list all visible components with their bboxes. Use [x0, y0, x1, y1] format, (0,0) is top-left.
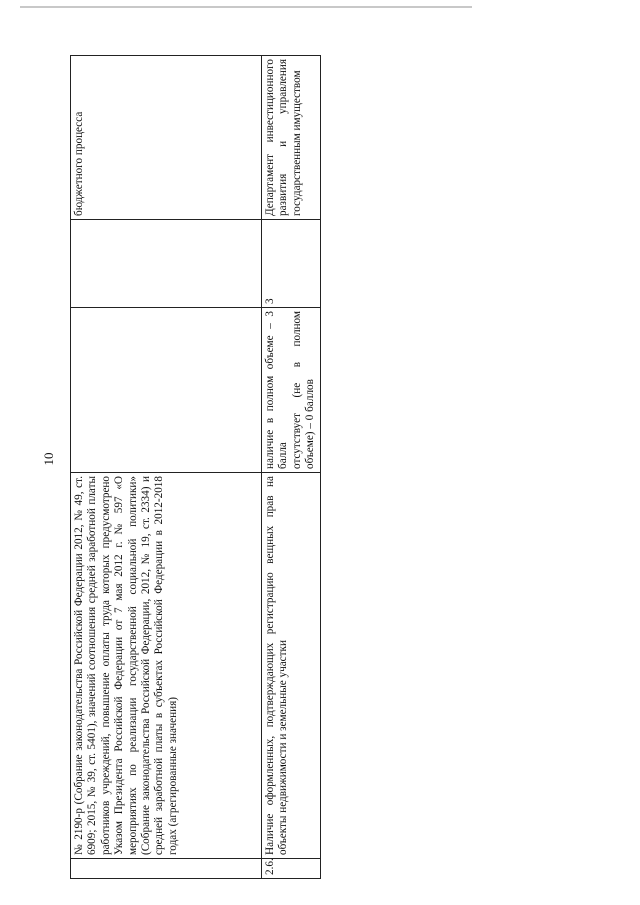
criteria-text: наличие в полном объеме – 3 балла отсутствует (не в полном объеме) – 0 баллов [262, 308, 321, 473]
indicator-text: Наличие оформленных, подтверждающих регистрацию вещных прав на объекты недвижимости и земельные участки [262, 473, 321, 859]
criteria-text [71, 308, 262, 473]
criteria-table [70, 55, 321, 879]
responsible-text: бюджетного процесса [71, 56, 262, 220]
responsible-text: Департамент инвестиционного развития и управления государственным имуществом [262, 56, 321, 220]
page-number: 10 [41, 452, 56, 466]
max-points: 3 [262, 220, 321, 308]
row-number: 2.6. [262, 859, 321, 879]
row-number [71, 859, 262, 879]
indicator-text: № 2190-р (Собрание законодательства Российской Федерации 2012, № 49, ст. 6909; 2015, № 39, ст. 5401), значений соотношения средней заработной платы работников учреждений, повышение оплаты труда которых предусмотрено Указом Президента Российской Федерации от 7 мая 2012 г. № 597 «О мероприятиях по реализации государственной социальной политики» (Собрание законодательства Российской Федерации, 2012, № 19, ст. 2334) и средней заработной платы в субъектах Российской Федерации в 2012-2018 годах (агрегированные значения) [71, 473, 262, 859]
table-row [262, 56, 321, 879]
scan-top-edge [20, 6, 472, 8]
max-points [71, 220, 262, 308]
table-row [71, 56, 262, 879]
rotated-table-wrapper [70, 56, 320, 879]
